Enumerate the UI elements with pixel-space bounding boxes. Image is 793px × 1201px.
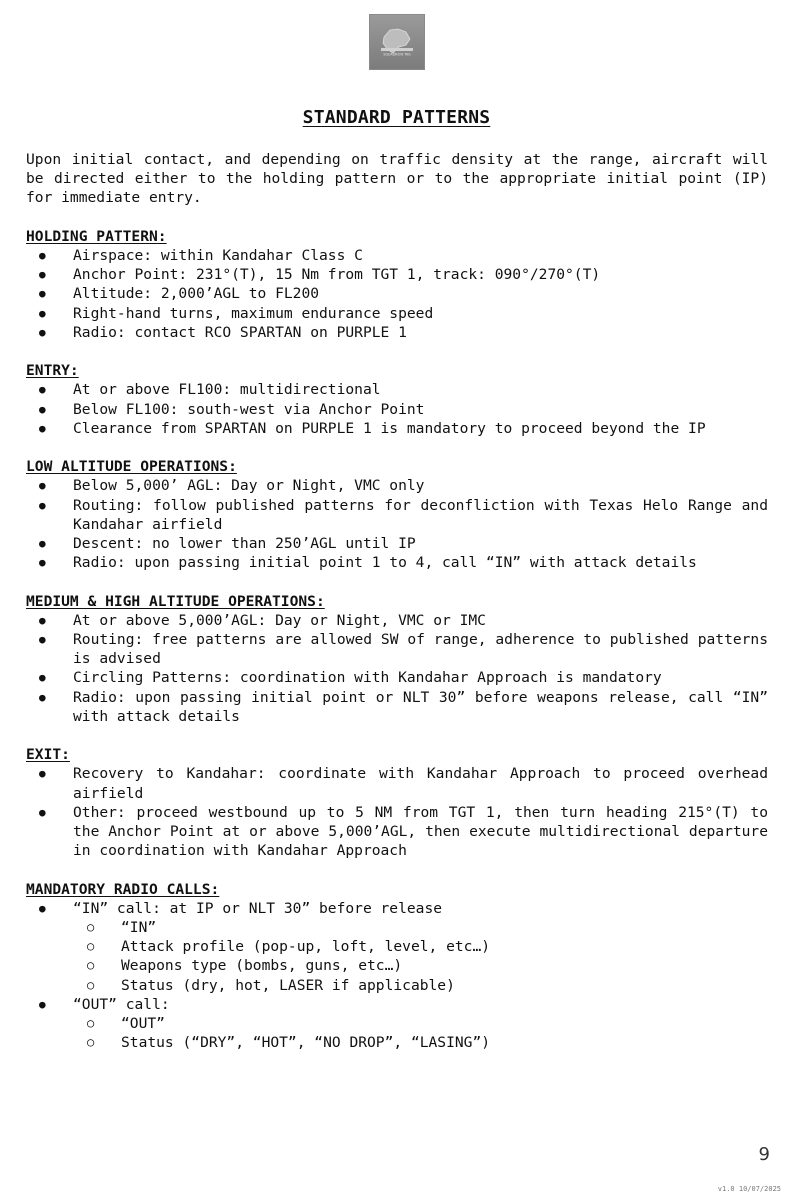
version-label: v1.0 10/07/2025 [717,1185,781,1193]
logo [369,14,425,70]
bullet-list [26,611,768,726]
section-heading: MANDATORY RADIO CALLS: [26,880,220,898]
list-item-text: Altitude: 2,000’AGL to FL200 [73,285,320,303]
list-item [26,668,768,687]
sub-list-item: ○ “OUT” [73,1014,768,1033]
list-item-text: Circling Patterns: coordination with Kandahar Approach is mandatory [73,669,662,687]
sub-list-item: ○ “IN” [73,918,768,937]
list-item [26,630,768,668]
list-item-text: “IN” call: at IP or NLT 30” before release [73,899,443,917]
section-heading: MEDIUM & HIGH ALTITUDE OPERATIONS: [26,592,325,610]
list-item [26,419,768,438]
section [26,227,768,342]
list-item-text: Routing: follow published patterns for deconfliction with Texas Helo Range and Kandahar airfield [73,496,768,533]
list-item [26,323,768,342]
list-item-text: “OUT” call: [73,995,170,1013]
page-title: STANDARD PATTERNS [302,107,491,128]
list-item-text: Descent: no lower than 250’AGL until IP [73,535,416,553]
list-item [26,380,768,399]
section [26,592,768,726]
page-number: 9 [758,1144,770,1165]
sub-list-item: ○ Weapons type (bombs, guns, etc…) [73,956,768,975]
intro-paragraph: Upon initial contact, and depending on traffic density at the range, aircraft will be directed either to the holding pattern or to the appropriate initial point (IP) for immediate entry. [26,151,768,207]
list-item-text: Radio: upon passing initial point or NLT 30” before weapons release, call “IN” with attack details [73,688,768,725]
logo-text: SQUADRON TAG [383,52,411,57]
list-item [26,400,768,419]
list-item-text: Other: proceed westbound up to 5 NM from TGT 1, then turn heading 215°(T) to the Anchor Point at or above 5,000’AGL, then execute multidirectional departure in coordination with Kandahar Approach [73,803,768,860]
section [26,880,768,1053]
list-item [26,284,768,303]
list-item-text: Below 5,000’ AGL: Day or Night, VMC only [73,477,425,495]
list-item-text: Airspace: within Kandahar Class C [73,247,363,264]
list-item-text: Routing: free patterns are allowed SW of range, adherence to published patterns is advised [73,631,768,668]
sub-list-item: ○ Status (“DRY”, “HOT”, “NO DROP”, “LASING”) [73,1033,768,1052]
list-item-text: At or above 5,000’AGL: Day or Night, VMC or IMC [73,611,486,629]
list-item-text: At or above FL100: multidirectional [73,381,381,399]
sub-list [73,918,768,995]
bullet-list [26,246,768,342]
list-item [26,553,768,572]
bullet-list [26,380,768,438]
section [26,361,768,438]
list-item [26,265,768,284]
bullet-list [26,899,768,1053]
document-body [26,150,768,1072]
section-heading: HOLDING PATTERN: [26,227,167,245]
list-item [26,476,768,495]
list-item [26,534,768,553]
list-item [26,304,768,323]
squadron-emblem-icon [372,17,422,67]
list-item [26,496,768,534]
list-item-text: Right-hand turns, maximum endurance speed [73,304,434,322]
list-item [26,764,768,802]
sub-list-item: ○ Attack profile (pop-up, loft, level, etc…) [73,937,768,956]
list-item [26,688,768,726]
bullet-list [26,764,768,860]
list-item [26,899,768,995]
list-item [26,803,768,861]
section-heading: ENTRY: [26,362,79,380]
list-item-text: Radio: upon passing initial point 1 to 4, call “IN” with attack details [73,554,697,572]
section [26,745,768,860]
list-item-text: Recovery to Kandahar: coordinate with Kandahar Approach to proceed overhead airfield [73,765,768,802]
sub-list-item: ○ Status (dry, hot, LASER if applicable) [73,976,768,995]
bullet-list [26,476,768,572]
section-heading: LOW ALTITUDE OPERATIONS: [26,458,237,476]
sub-list [73,1014,768,1052]
list-item-text: Anchor Point: 231°(T), 15 Nm from TGT 1, track: 090°/270°(T) [73,266,601,284]
list-item [26,995,768,1053]
section [26,457,768,572]
list-item-text: Clearance from SPARTAN on PURPLE 1 is mandatory to proceed beyond the IP [73,419,706,437]
list-item-text: Below FL100: south-west via Anchor Point [73,400,425,418]
list-item [26,246,768,265]
list-item-text: Radio: contact RCO SPARTAN on PURPLE 1 [73,323,407,341]
section-heading: EXIT: [26,746,70,764]
list-item [26,611,768,630]
